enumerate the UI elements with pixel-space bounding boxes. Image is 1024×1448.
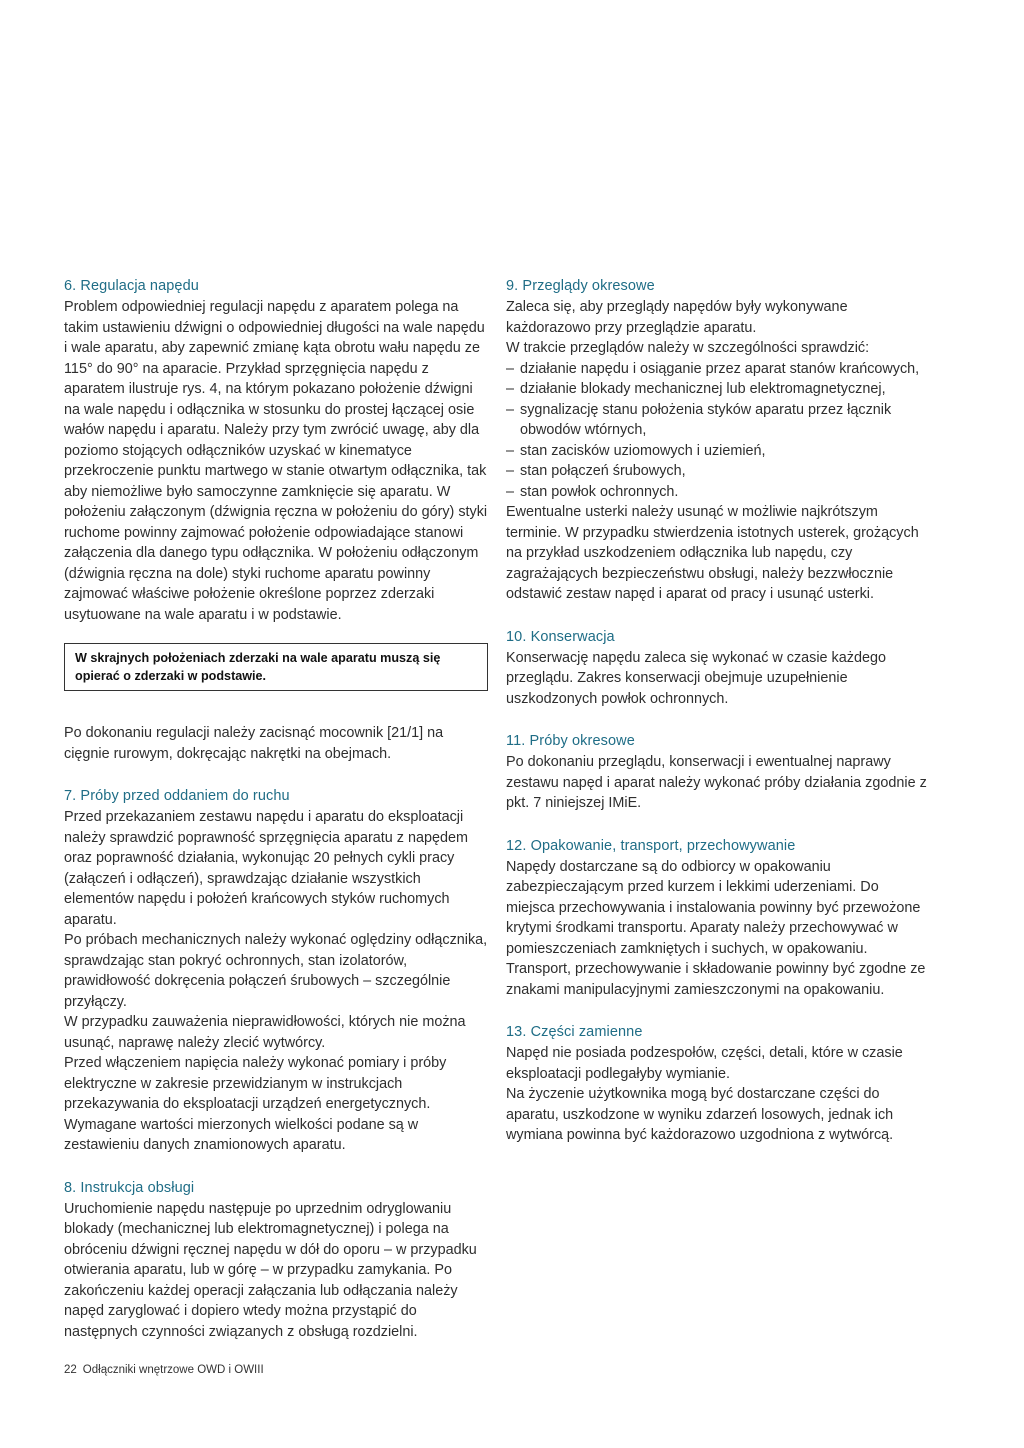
section-9-paragraph-3: Ewentualne usterki należy usunąć w możliwie najkrótszym terminie. W przypadku stwierdzenia istotnych usterek, grożących na przykład uszkodzeniem odłącznika lub napędu, czy zagrażających bezpieczeństwu obsługi, należy bezzwłocznie odstawić zestaw napęd i aparat od pracy i usunąć usterki.	[506, 504, 919, 602]
section-12-opakowanie	[506, 836, 928, 1001]
section-8-paragraph-1: Uruchomienie napędu następuje po uprzednim odryglowaniu blokady (mechanicznej lub elektromagnetycznej) i polega na obróceniu dźwigni ręcznej napędu w dół do oporu – w przypadku otwierania aparatu, lub w górę – w przypadku zamykania. Po zakończeniu każdej operacji załączania lub odłączania należy napęd zaryglować i dopiero wtedy można przystąpić do następnych czynności związanych z obsługą rozdzielni.	[64, 1200, 477, 1340]
section-11-paragraph-1: Po dokonaniu przeglądu, konserwacji i ewentualnej naprawy zestawu napęd i aparat należy wykonać próby działania zgodnie z pkt. 7 niniejszej IMiE.	[506, 754, 927, 811]
section-13-czesci	[506, 1022, 928, 1146]
warning-note-text: W skrajnych położeniach zderzaki na wale aparatu muszą się opierać o zderzaki w podstawie.	[75, 651, 441, 683]
section-13-paragraph-1: Napęd nie posiada podzespołów, części, detali, które w czasie eksploatacji podlegałyby wymianie.	[506, 1045, 903, 1082]
list-item: – stan połączeń śrubowych,	[506, 461, 928, 482]
section-7-paragraph-2: Po próbach mechanicznych należy wykonać oględziny odłącznika, sprawdzając stan pokryć ochronnych, stan izolatorów, prawidłowość dokręcenia połączeń śrubowych – szczególnie przyłączy.	[64, 932, 488, 1010]
section-8-heading: 8. Instrukcja obsługi	[64, 1179, 195, 1196]
section-13-paragraph-2: Na życzenie użytkownika mogą być dostarczane części do aparatu, uszkodzone w wyniku zdarzeń losowych, jednak ich wymiana powinna być każdorazowo uzgodniona z wytwórcą.	[506, 1086, 894, 1143]
section-12-heading: 12. Opakowanie, transport, przechowywanie	[506, 837, 796, 854]
list-item: – stan powłok ochronnych.	[506, 482, 928, 503]
section-10-heading: 10. Konserwacja	[506, 628, 615, 645]
section-9-paragraph-1: Zaleca się, aby przeglądy napędów były wykonywane każdorazowo przy przeglądzie aparatu.	[506, 299, 848, 336]
page-number: 22	[64, 1364, 77, 1376]
right-column	[506, 276, 928, 1168]
section-7-heading: 7. Próby przed oddaniem do ruchu	[64, 788, 290, 804]
section-7-paragraph-1: Przed przekazaniem zestawu napędu i aparatu do eksploatacji należy sprawdzić poprawność sprzęgnięcia aparatu z napędem oraz poprawność działania, wykonując 20 pełnych cykli pracy (załączeń i odłączeń), sprawdzając działanie wszystkich elementów napędu i położeń krańcowych styków ruchomych aparatu.	[64, 809, 468, 928]
section-12-paragraph-2: Transport, przechowywanie i składowanie powinny być zgodne ze znakami manipulacyjnymi zamieszczonymi na opakowaniu.	[506, 961, 926, 998]
section-6-paragraph-2: Po dokonaniu regulacji należy zacisnąć mocownik [21/1] na cięgnie rurowym, dokręcając nakrętki na obejmach.	[64, 725, 444, 762]
section-9-przeglady	[506, 276, 928, 605]
section-9-heading: 9. Przeglądy okresowe	[506, 278, 655, 294]
list-item: – sygnalizację stanu położenia styków aparatu przez łącznik obwodów wtórnych,	[506, 400, 928, 441]
section-6-heading: 6. Regulacja napędu	[64, 278, 199, 294]
section-11-proby-okresowe	[506, 731, 928, 814]
section-9-paragraph-2: W trakcie przeglądów należy w szczególności sprawdzić:	[506, 340, 870, 356]
page-footer	[64, 1364, 270, 1376]
section-11-heading: 11. Próby okresowe	[506, 733, 635, 749]
footer-doc-title: Odłączniki wnętrzowe OWD i OWIII	[82, 1364, 264, 1376]
section-12-paragraph-1: Napędy dostarczane są do odbiorcy w opakowaniu zabezpieczającym przed kurzem i lekkimi uderzeniami. Do miejsca przechowywania i instalowania powinny być przewożone krytymi środkami transportu. Aparaty należy przechowywać w pomieszczeniach zamkniętych i suchych, w opakowaniu.	[506, 858, 921, 957]
section-7-paragraph-4: Przed włączeniem napięcia należy wykonać pomiary i próby elektryczne w zakresie przewidzianym w instrukcjach przekazywania do eksploatacji urządzeń energetycznych. Wymagane wartości mierzonych wielkości podane są w zestawieniu danych znamionowych aparatu.	[64, 1055, 447, 1153]
list-item: – działanie blokady mechanicznej lub elektromagnetycznej,	[506, 379, 928, 400]
section-7-paragraph-3: W przypadku zauważenia nieprawidłowości, których nie można usunąć, naprawę należy zlecić wytwórcy.	[64, 1014, 466, 1051]
section-8-instrukcja	[64, 1178, 488, 1343]
section-6-regulacja	[64, 276, 488, 764]
list-item: – stan zacisków uziomowych i uziemień,	[506, 441, 928, 462]
section-13-heading: 13. Części zamienne	[506, 1024, 643, 1040]
section-6-paragraph-1: Problem odpowiedniej regulacji napędu z aparatem polega na takim ustawieniu dźwigni o odpowiedniej długości na wale napędu i wale aparatu, aby zapewnić zmianę kąta obrotu wału napędu ze 115° do 90° na aparacie. Przykład sprzęgnięcia napędu z aparatem ilustruje rys. 4, na którym pokazano położenie dźwigni na wale napędu i odłącznika w stosunku do prostej łączącej osie wałów napędu i aparatu. Należy przy tym zwrócić uwagę, aby dla poziomo stojących odłączników uzyskać w kinematyce przekroczenie punktu martwego w stanie otwartym odłącznika, tak aby niemożliwe było samoczynne zamknięcie się aparatu. W położeniu załączonym (dźwignia ręczna w położeniu do góry) styki ruchome powinny zajmować położenie odpowiadające stanowi załączenia dla danego typu odłącznika. W położeniu odłączonym (dźwignia ręczna na dole) styki ruchome aparatu powinny zajmować właściwe położenie określone poprzez zderzaki usytuowane na wale aparatu i w podstawie.	[64, 299, 488, 623]
section-10-konserwacja	[506, 627, 928, 710]
warning-note-box	[64, 643, 488, 691]
section-10-paragraph-1: Konserwację napędu zaleca się wykonać w czasie każdego przeglądu. Zakres konserwacji obejmuje uzupełnienie uszkodzonych powłok ochronnych.	[506, 649, 886, 707]
list-item: – działanie napędu i osiąganie przez aparat stanów krańcowych,	[506, 359, 928, 380]
section-7-proby	[64, 786, 488, 1156]
inspection-checklist	[506, 359, 928, 503]
left-column	[64, 276, 488, 1364]
